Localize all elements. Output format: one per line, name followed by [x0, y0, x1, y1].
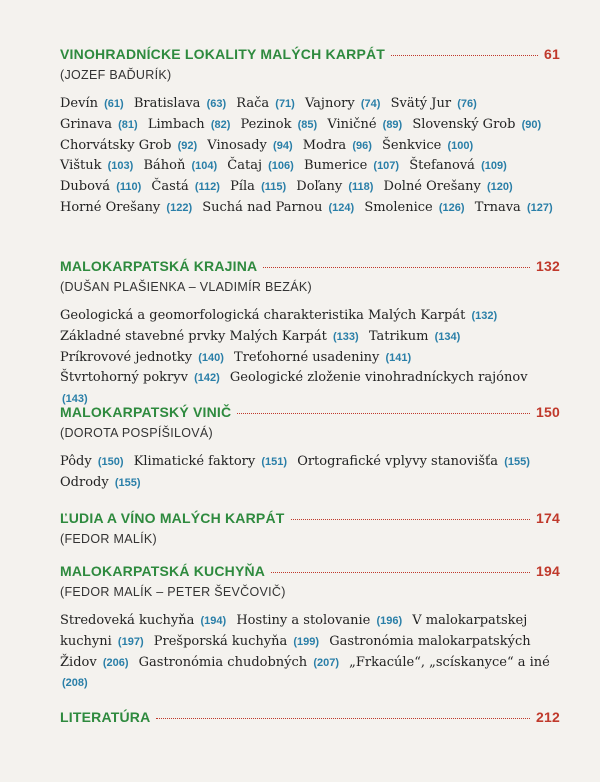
dot-leader — [263, 267, 530, 268]
section-heading[interactable] — [60, 404, 560, 420]
entry-page-ref: (63) — [206, 98, 227, 110]
section-title: VINOHRADNÍCKE LOKALITY MALÝCH KARPÁT — [60, 46, 386, 62]
toc-entry[interactable] — [236, 96, 295, 111]
entry-title: Ortografické vplyvy stanovišťa — [297, 454, 499, 469]
section-heading[interactable] — [60, 46, 560, 62]
entry-title: Gastronómia chudobných — [138, 654, 308, 670]
toc-entry[interactable] — [134, 454, 287, 469]
toc-entry[interactable] — [202, 200, 354, 215]
dot-leader — [237, 413, 530, 414]
entry-page-ref: (61) — [104, 98, 124, 110]
section-heading[interactable] — [60, 709, 560, 725]
toc-entry[interactable] — [303, 138, 372, 153]
toc-section — [60, 404, 560, 494]
entry-page-ref: (106) — [268, 160, 294, 173]
entry-page-ref: (74) — [360, 98, 381, 110]
toc-entry[interactable] — [60, 370, 220, 385]
entry-title: Základné stavebné prvky Malých Karpát — [60, 328, 327, 344]
entry-title: Dubová — [60, 179, 111, 195]
entry-page-ref: (103) — [107, 160, 134, 173]
toc-entry[interactable] — [364, 200, 464, 215]
toc-entry[interactable] — [60, 475, 141, 490]
entry-page-ref: (71) — [275, 98, 295, 110]
entry-title: Suchá nad Parnou — [202, 199, 323, 215]
section-author: (JOZEF BAĎURÍK) — [60, 68, 172, 82]
entry-title: Limbach — [147, 116, 205, 132]
section-page-number: 212 — [536, 709, 560, 725]
toc-entry[interactable] — [297, 454, 530, 469]
entry-title: Tatrikum — [368, 328, 429, 344]
entry-page-ref: (109) — [481, 160, 507, 173]
entry-page-ref: (207) — [313, 656, 339, 669]
entry-page-ref: (155) — [114, 476, 141, 489]
dot-leader — [271, 572, 530, 573]
entry-title: Svätý Jur — [390, 96, 452, 111]
entry-page-ref: (134) — [434, 330, 461, 343]
entry-title: Prešporská kuchyňa — [153, 633, 288, 649]
entry-title: Horné Orešany — [60, 199, 161, 215]
toc-entry[interactable] — [382, 138, 473, 153]
entry-title: Chorvátsky Grob — [60, 137, 172, 153]
entry-title: Rača — [236, 96, 270, 111]
entry-page-ref: (127) — [526, 201, 553, 214]
toc-entry[interactable] — [60, 350, 224, 365]
entry-page-ref: (94) — [273, 139, 293, 152]
entry-title: Geologická a geomorfologická charakteristika Malých Karpát — [60, 308, 466, 323]
entry-title: V malokarpatskej kuchyni — [60, 613, 528, 649]
entry-page-ref: (142) — [194, 372, 220, 385]
toc-entry[interactable] — [207, 138, 292, 153]
entry-title: Bumerice — [303, 158, 368, 174]
entry-page-ref: (132) — [471, 310, 498, 322]
toc-entry[interactable] — [60, 329, 359, 344]
entry-page-ref: (141) — [385, 351, 412, 364]
entry-title: Devín — [60, 96, 98, 111]
toc-entry[interactable] — [60, 96, 124, 111]
entry-title: Slovenský Grob — [412, 116, 516, 132]
entry-page-ref: (107) — [373, 160, 400, 173]
section-title: MALOKARPATSKÝ VINIČ — [60, 404, 232, 420]
entry-title: Štvrtohorný pokryv — [60, 370, 188, 386]
toc-entry[interactable] — [384, 179, 513, 194]
entry-title: Geologické zloženie vinohradníckych rajónov — [229, 370, 528, 386]
entry-title: Šenkvice — [382, 137, 442, 153]
entry-page-ref: (118) — [348, 181, 374, 194]
entry-title: Bratislava — [133, 96, 201, 111]
toc-entry[interactable] — [134, 96, 226, 111]
toc-entry[interactable] — [227, 158, 294, 173]
toc-entry[interactable] — [234, 350, 411, 365]
entry-title: „Frkacúle“, „scískanyce“ a iné — [349, 654, 550, 670]
entry-title: Gastronómia malokarpatských Židov — [60, 633, 531, 670]
entry-page-ref: (124) — [328, 201, 355, 214]
entry-title: Hostiny a stolovanie — [236, 613, 371, 628]
entry-page-ref: (197) — [117, 635, 144, 648]
toc-section — [60, 258, 560, 410]
entry-title: Vinosady — [207, 137, 267, 153]
toc-entry[interactable] — [409, 158, 507, 173]
toc-entry[interactable] — [151, 179, 220, 194]
entry-page-ref: (112) — [194, 181, 220, 194]
toc-entry[interactable] — [60, 200, 192, 215]
entry-page-ref: (85) — [297, 118, 318, 131]
entry-page-ref: (206) — [102, 656, 129, 669]
entry-page-ref: (92) — [177, 139, 198, 152]
entry-page-ref: (90) — [521, 118, 542, 131]
section-page-number: 174 — [536, 510, 560, 526]
toc-entry[interactable] — [369, 329, 460, 344]
entry-title: Píla — [230, 179, 255, 195]
entry-page-ref: (122) — [166, 201, 193, 214]
toc-entry[interactable] — [154, 634, 319, 649]
entry-title: Klimatické faktory — [133, 454, 256, 469]
entry-page-ref: (133) — [333, 330, 359, 343]
entry-page-ref: (120) — [486, 181, 513, 194]
entry-page-ref: (194) — [200, 615, 227, 627]
entry-title: Pezinok — [240, 116, 292, 132]
entry-page-ref: (110) — [116, 181, 142, 194]
toc-entry[interactable] — [139, 655, 339, 670]
section-heading[interactable] — [60, 258, 560, 274]
entry-title: Báhoň — [143, 158, 186, 174]
entry-title: Vajnory — [304, 96, 355, 111]
entry-title: Smolenice — [364, 199, 433, 215]
entry-page-ref: (126) — [438, 201, 465, 214]
entry-page-ref: (140) — [198, 351, 224, 364]
entry-page-ref: (208) — [62, 677, 88, 690]
dot-leader — [156, 718, 530, 719]
entry-page-ref: (155) — [504, 456, 530, 468]
dot-leader — [391, 55, 538, 56]
section-author: (FEDOR MALÍK) — [60, 532, 157, 546]
entry-page-ref: (82) — [210, 118, 231, 131]
toc-entry[interactable] — [143, 158, 217, 173]
section-page-number: 61 — [544, 46, 560, 62]
section-author: (FEDOR MALÍK – PETER ŠEVČOVIČ) — [60, 585, 286, 599]
entry-title: Treťohorné usadeniny — [234, 349, 380, 365]
section-entries — [60, 94, 560, 219]
entry-page-ref: (100) — [447, 139, 474, 152]
toc-entry[interactable] — [296, 179, 373, 194]
entry-title: Trnava — [474, 199, 521, 215]
section-author: (DUŠAN PLAŠIENKA – VLADIMÍR BEZÁK) — [60, 280, 312, 294]
entry-title: Modra — [302, 137, 347, 153]
section-title: LITERATÚRA — [60, 709, 151, 725]
toc-entry[interactable] — [60, 117, 138, 132]
toc-entry[interactable] — [60, 179, 141, 194]
section-author: (DOROTA POSPÍŠILOVÁ) — [60, 426, 214, 440]
entry-page-ref: (150) — [97, 456, 124, 468]
toc-entry[interactable] — [391, 96, 477, 111]
entry-page-ref: (151) — [261, 456, 288, 468]
entry-page-ref: (81) — [118, 118, 138, 131]
toc-entry[interactable] — [412, 117, 541, 132]
entry-title: Grinava — [60, 116, 112, 132]
entry-title: Odrody — [60, 474, 109, 490]
toc-entry[interactable] — [148, 117, 231, 132]
entry-title: Viničné — [327, 116, 377, 132]
entry-title: Dolné Orešany — [383, 179, 481, 195]
toc-entry[interactable] — [60, 454, 124, 469]
section-entries — [60, 611, 560, 694]
section-title: ĽUDIA A VÍNO MALÝCH KARPÁT — [60, 510, 285, 526]
section-title: MALOKARPATSKÁ KRAJINA — [60, 258, 258, 274]
toc-entry[interactable] — [475, 200, 553, 215]
entry-title: Stredoveká kuchyňa — [60, 613, 195, 628]
toc-entry[interactable] — [60, 613, 226, 628]
toc-entry[interactable] — [60, 158, 133, 173]
toc-entry[interactable] — [60, 138, 197, 153]
section-entries — [60, 306, 560, 410]
toc-entry[interactable] — [236, 613, 402, 628]
toc-section — [60, 563, 560, 694]
entry-title: Doľany — [296, 179, 343, 195]
entry-page-ref: (104) — [191, 160, 218, 173]
section-page-number: 194 — [536, 563, 560, 579]
entry-title: Štefanová — [409, 158, 475, 174]
toc-entry[interactable] — [305, 96, 380, 111]
section-page-number: 150 — [536, 404, 560, 420]
toc-entry[interactable] — [230, 179, 286, 194]
section-title: MALOKARPATSKÁ KUCHYŇA — [60, 563, 266, 579]
entry-title: Čataj — [227, 158, 262, 174]
toc-entry[interactable] — [241, 117, 318, 132]
entry-page-ref: (143) — [62, 393, 88, 406]
toc-entry[interactable] — [304, 158, 399, 173]
entry-page-ref: (89) — [382, 118, 403, 131]
entry-page-ref: (199) — [293, 635, 320, 648]
toc-section — [60, 709, 560, 725]
entry-page-ref: (115) — [261, 181, 287, 194]
entry-title: Vištuk — [60, 158, 102, 174]
entry-title: Pôdy — [60, 454, 92, 469]
entry-title: Príkrovové jednotky — [60, 349, 193, 365]
toc-section — [60, 46, 560, 219]
toc-section — [60, 510, 560, 546]
entry-page-ref: (76) — [457, 98, 477, 110]
entry-page-ref: (196) — [376, 615, 403, 627]
section-heading[interactable] — [60, 510, 560, 526]
dot-leader — [291, 519, 531, 520]
section-page-number: 132 — [536, 258, 560, 274]
toc-entry[interactable] — [60, 308, 497, 323]
section-heading[interactable] — [60, 563, 560, 579]
toc-entry[interactable] — [327, 117, 402, 132]
section-entries — [60, 452, 560, 494]
entry-page-ref: (96) — [352, 139, 372, 152]
entry-title: Častá — [151, 179, 189, 195]
